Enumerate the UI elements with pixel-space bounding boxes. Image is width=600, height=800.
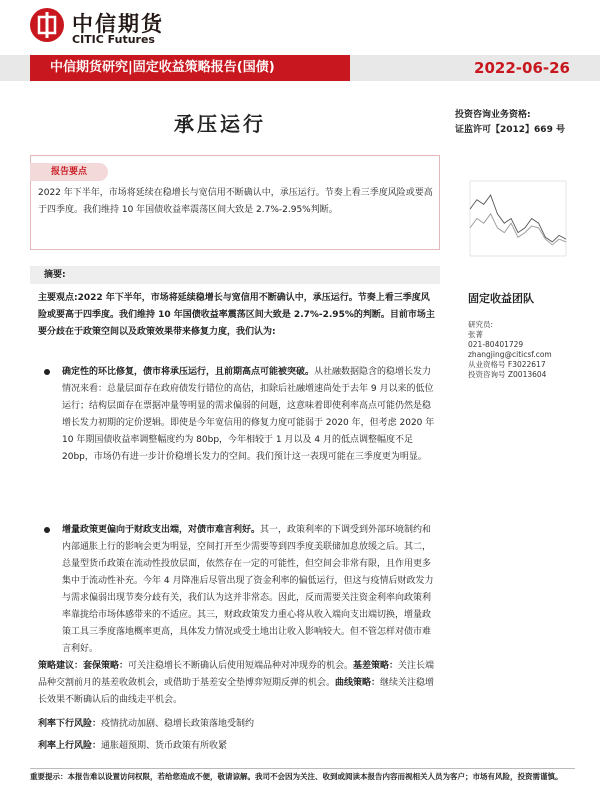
basis-strategy-text: 关注长端品种交割前月的基差收敛机会，或借助于基差安全垫博弈短期反弹的机会。 (38, 661, 435, 688)
bullet-2-heading: 增量政策更偏向于财政支出端，对债市难言利好。 (62, 525, 261, 535)
bullet-2-text: 其一，政策利率的下调受到外部环境制约和内部通胀上行的影响会更为明显，空间打开至少需要等到四季度美联储加息放缓之后。其二，总量型货币政策在流动性投放层面，依然存在一定的可能性，但空间会非常有限，且作用更多集中于流动性补充。今年 4 月降准后尽管出现了资金利率的偏低运行，但这与疫情后财政发力与需求偏弱出现节奏分歧有关，我们认为这并非常态。因此，反而需要关注资金利率向政策利率靠拢给市场体感带来的不适应。其三，财政政策发力重心将从收入端向支出端切换，增量政策工具三季度落地概率更高，具体发力情况或受土地出让收入影响较大。但不管怎样对债市难言利好。 (62, 525, 434, 654)
license-consulting: 投资咨询号 Z0013604 (468, 370, 547, 379)
upside-risk-text: 通胀超预期、货币政策有所收紧 (101, 741, 228, 751)
disclaimer: 重要提示：本报告难以设置访问权限，若给您造成不便，敬请谅解。我司不会因为关注、收到或阅读本报告内容而视相关人员为客户；市场有风险，投资需谨慎。 (30, 772, 563, 781)
license-qualification: 从业资格号 F3022617 (468, 360, 546, 369)
bullet-dot-icon (44, 369, 50, 375)
analyst-name: 张菁 (468, 330, 483, 339)
bullet-point-1 (38, 364, 438, 466)
citic-logo (30, 8, 190, 48)
logo-english-name: CITIC Futures (72, 33, 155, 46)
summary-text: 2022 年下半年，市场将延续在稳增长与宽信用不断确认中，承压运行。节奏上看三季度风险或要高于四季度。我们维持 10 年国债收益率震荡区间大致是 2.7%-2.95%判断。 (38, 188, 433, 215)
qualification-block (455, 108, 595, 138)
analyst-email[interactable]: zhangjing@citicsf.com (468, 350, 552, 359)
qualification-line-2: 证监许可【2012】669 号 (455, 125, 565, 135)
main-view-text: 2022 年下半年，市场将延续稳增长与宽信用不断确认中，承压运行。节奏上看三季度风险或要高于四季度。我们维持 10 年国债收益率震荡区间大致是 2.7%-2.95%的判断。目前市场主要分歧在于政策空间以及政策效果带来修复力度，我们认为: (38, 293, 435, 337)
citic-emblem-icon (30, 8, 64, 42)
footer-divider (30, 768, 575, 769)
strategy-label: 策略建议：套保策略： (38, 661, 129, 671)
digest-header: 摘要: (30, 266, 440, 284)
main-view-label: 主要观点: (38, 293, 78, 303)
team-panel (468, 290, 598, 380)
downside-risk-text: 疫情扰动加剧、稳增长政策落地受制约 (101, 719, 255, 729)
curve-strategy-label: 曲线策略： (335, 678, 381, 688)
team-title: 固定收益团队 (468, 292, 534, 305)
curve-strategy-text: 继续关注稳增长效果不断确认后的曲线走平机会。 (38, 678, 435, 705)
chart-series-line-2 (470, 214, 566, 245)
report-banner: 中信期货研究|固定收益策略报告(国债) (30, 55, 350, 81)
report-title: 承压运行 (174, 112, 266, 136)
main-view (38, 290, 438, 341)
downside-risk (38, 716, 438, 733)
analyst-phone: 021-80401729 (468, 340, 524, 349)
bullet-1-text: 从社融数据隐含的稳增长发力情况来看：总量层面存在政府债发行错位的高估，扣除后社融增速尚处于去年 9 月以来的低位运行；结构层面存在票据冲量等明显的需求偏弱的问题，这意味着即使利率高点可能仍然是稳增长发力初期的定价逻辑。即使是今年宽信用的修复力度可能弱于 2020 年，但考虑 2020 年 10 年期国债收益率调整幅度约为 80bp，今年相较于 1 月以及 4 月的低点调整幅度不足 20bp，市场仍有进一步计价稳增长发力的空间。我们预计这一表现可能在三季度更为明显。 (62, 367, 435, 462)
basis-strategy-label: 基差策略： (353, 661, 399, 671)
upside-risk (38, 738, 438, 755)
summary-tag: 报告要点 (30, 163, 108, 181)
team-role: 研究员: (468, 320, 494, 329)
qualification-line-1: 投资咨询业务资格: (455, 110, 531, 120)
strategy-section (38, 658, 438, 709)
report-date: 2022-06-26 (474, 59, 570, 77)
bullet-dot-icon (44, 527, 50, 533)
bullet-1-heading: 确定性的环比修复，债市将承压运行，且前期高点可能被突破。 (62, 367, 315, 377)
chart-series-line-1 (470, 195, 566, 242)
downside-risk-label: 利率下行风险： (38, 719, 102, 729)
upside-risk-label: 利率上行风险： (38, 741, 102, 751)
logo-chinese-name: 中信期货 (72, 12, 164, 36)
hedge-strategy-text: 可关注稳增长不断确认后使用短端品种对冲现券的机会。 (128, 661, 354, 671)
yield-chart (462, 175, 580, 270)
bullet-point-2 (38, 522, 438, 658)
